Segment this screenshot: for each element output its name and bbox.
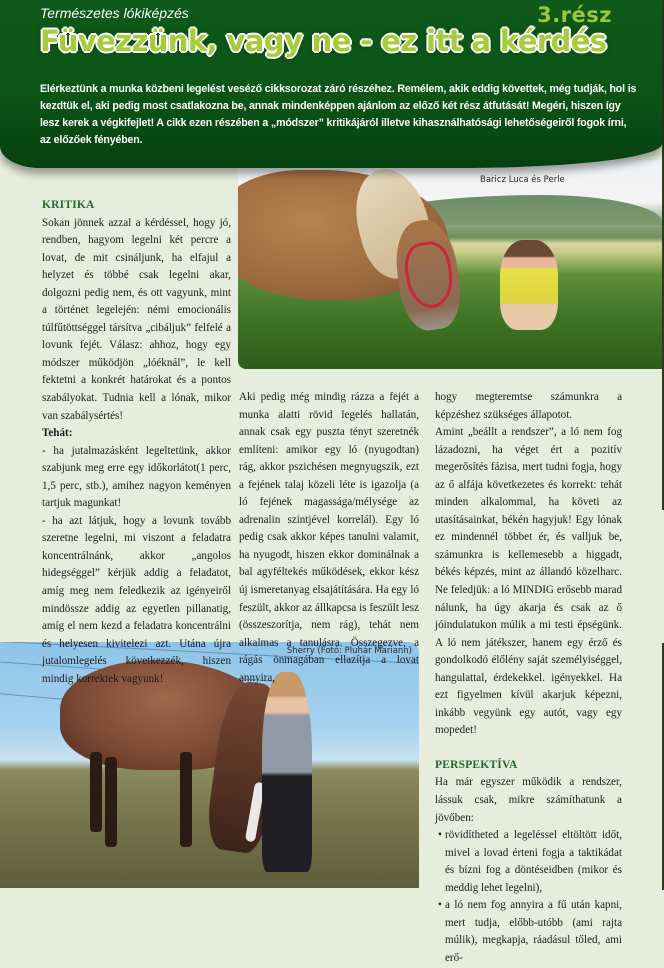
paragraph: - ha jutalmazásként legeltetünk, akkor szabjunk meg erre egy időkorlátot(1 perc, 1,5 perc, stb.), amihez nagyon keményen tartjuk magunkat! — [42, 444, 231, 510]
photo-girl — [500, 240, 558, 330]
column-1 — [42, 197, 231, 688]
paragraph: hogy megteremtse számunkra a képzéshez szükséges állapotot. — [435, 391, 622, 421]
column-3 — [435, 389, 622, 968]
paragraph: Aki pedig még mindig rázza a fejét a munka alatti rövid legelés hallatán, annak csak egy puszta tényt szeretnék említeni: amikor egy ló (nyugodtan) rág, akkor pszichésen megnyugszik, ezt a fejének talaj közeli léte is igazolja (a ló fejének magassága/mélysége az adrenalin szintjével korrelál). Egy ló pedig csak akkor képes tanulni valamit, ha nyugodt, hiszen ekkor dominálnak a bal agyféltekés működések, ekkor kész új ismeretanyag elsajátítására. Ha egy ló feszült, akkor az állkapcsa is feszült lesz (összeszorítja, nem rág), tehát nem alkalmas a tanulásra. Összegezve, a rágás önmagában ellazítja a lovat annyira, — [239, 391, 419, 684]
photo-person — [262, 672, 312, 872]
section-heading-perspektiva: PERSPEKTÍVA — [435, 758, 518, 771]
photo-caption-top: Baricz Luca és Perle — [480, 175, 565, 185]
part-number: 3.rész — [537, 3, 612, 27]
paragraph: - ha azt látjuk, hogy a lovunk tovább szeretne legelni, mi viszont a feladatra koncentrálnánk, akkor „angolos hidegséggel” kérjük addig a feladatot, amíg meg nem feledkezik az igényeiről mindössze addig az egyetlen pillanatig, amíg el nem kezd a feladatra koncentrálni és helyesen kivitelezi azt. Utána újra jutalomlegelés következzék, hiszen mindig korrektek vagyunk! — [42, 514, 231, 685]
bullet-text: a ló nem fog annyira a fű után kapni, mert tudja, előbb-utóbb (ami rajta múlik), megkapja, ráadásul tőled, ami erő- — [445, 899, 622, 964]
bullet-text: rövidítheted a legeléssel eltöltött időt, mivel a lovad érteni fogja a taktikádat és bízni fog a döntéseidben (mikor és meddig lehet legelni), — [445, 829, 622, 894]
article-header — [0, 0, 662, 168]
spacer — [435, 740, 622, 757]
photo-horse-and-girl — [238, 160, 662, 369]
series-label: Természetes lókiképzés — [40, 5, 189, 21]
photo-horse-leg — [90, 752, 102, 832]
article-title: Füvezzünk, vagy ne - ez itt a kérdés — [40, 24, 607, 58]
paragraph: Ha már egyszer működik a rendszer, lássuk csak, mikre számíthatunk a jövőben: — [435, 776, 622, 824]
bullet-icon: • — [438, 829, 442, 842]
paragraph: Sokan jönnek azzal a kérdéssel, hogy jó, rendben, hagyom legelni két percre a lovat, de mit csináljunk, ha elfajul a helyzet és többé csak legelni akar, dolgozni pedig nem, és ott vagyunk, mint a történet legelején: némi emocionális túlfűtöttséggel társítva „cibáljuk” felfelé a lovunk fejét. Válasz: ahhoz, hogy egy módszer működjön „lóéknál”, le kell fektetni a konkrét határokat és a pontos szabályokat. Tudnia kell a lónak, mikor van szabálysértés! — [42, 216, 231, 422]
subheading-tehat: Tehát: — [42, 427, 73, 440]
photo-horse-leg — [180, 752, 192, 847]
section-heading-kritika: KRITIKA — [42, 199, 95, 211]
photo-caption-bottom: Sherry (Fotó: Pluhár Mariann) — [286, 646, 412, 656]
bullet-item — [435, 897, 622, 967]
photo-horse-leg — [105, 757, 117, 847]
paragraph: Amint „beállt a rendszer”, a ló nem fog lázadozni, ha véget ért a pozitív megerősítés fázisa, mert tudni fogja, hogy az ő alfája következetes és korrekt: tehát minden alkalommal, ha követi az utasításainkat, békén hagyjuk! Egy lónak ez mindennél többet ér, és valljuk be, számunkra is kellemesebb a higgadt, békés képzés, mint az állandó közelharc. Ne feledjük: a ló MINDIG erősebb marad nálunk, ha úgy akarja és csak az ő jóindulatukon múlik a mi testi épségünk. A ló nem játékszer, hanem egy érző és gondolkodó élőlény saját személyiséggel, hangulattal, érdekekkel. igényekkel. Ha ezt figyelmen kívül akarjuk képezni, inkább vegyünk egy autót, vagy egy mopedet! — [435, 426, 622, 737]
bullet-icon: • — [438, 899, 442, 912]
column-2 — [239, 389, 419, 687]
article-lead: Elérkeztünk a munka közbeni legelést veséző cikksorozat záró részéhez. Remélem, akik eddig követtek, még tudják, hol is kezdtük el, aki pedig most csatlakozna be, annak mindenképpen ajánlom az előző két rész átfutását! Megéri, hiszen így lesz kerek a végkifejlet! A cikk ezen részében a „módszer” kritikájáról illetve kihasználhatósági lehetőségeiről fogok írni, az előzőek fényében. — [40, 83, 637, 146]
bullet-item — [435, 827, 622, 897]
